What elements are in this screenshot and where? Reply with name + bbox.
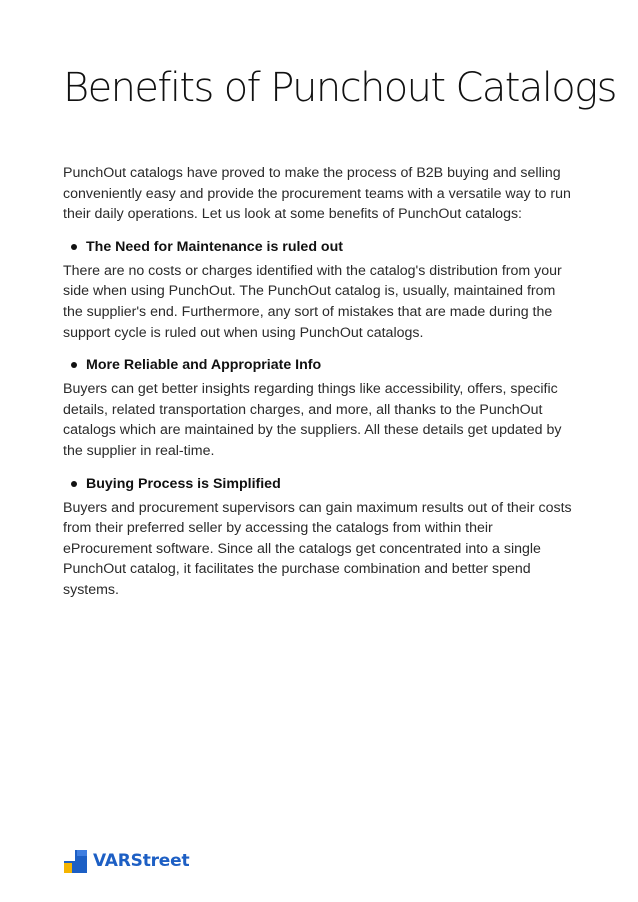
- benefit-body: Buyers can get better insights regarding things like accessibility, offers, specific details, related transportation charges, and more, all thanks to the PunchOut catalogs which are maintained by the suppliers. All these details get updated by the supplier in real-time.: [63, 381, 562, 459]
- document-body: [63, 163, 573, 612]
- benefit-heading: [63, 473, 573, 495]
- benefit-heading-text: Buying Process is Simplified: [86, 475, 281, 492]
- varstreet-logo-icon: [64, 850, 87, 873]
- benefit-heading: [63, 236, 573, 258]
- bullet-icon: [71, 481, 77, 487]
- benefit-heading: [63, 354, 573, 376]
- benefit-section: [63, 236, 573, 343]
- brand-name: VARStreet: [93, 851, 190, 871]
- benefit-body: There are no costs or charges identified with the catalog's distribution from your side when using PunchOut. The PunchOut catalog is, usually, maintained from the supplier's end. Furthermore, any sort of mistakes that are made during the support cycle is ruled out when using PunchOut catalogs.: [63, 262, 562, 341]
- page-title: Benefits of Punchout Catalogs: [63, 65, 616, 111]
- benefit-heading-text: More Reliable and Appropriate Info: [86, 357, 322, 374]
- benefit-body: Buyers and procurement supervisors can gain maximum results out of their costs from their preferred seller by accessing the catalogs from within their eProcurement software. Since all the catalogs get concentrated into a single PunchOut catalog, it facilitates the purchase combination and better spend systems.: [63, 499, 572, 598]
- bullet-icon: [71, 244, 77, 250]
- intro-paragraph: PunchOut catalogs have proved to make the process of B2B buying and selling conveniently easy and provide the procurement teams with a versatile way to run their daily operations. Let us look at some benefits of PunchOut catalogs:: [63, 165, 571, 223]
- benefit-section: [63, 354, 573, 461]
- brand-logo: [64, 849, 189, 873]
- benefit-heading-text: The Need for Maintenance is ruled out: [86, 238, 343, 255]
- benefit-section: [63, 473, 573, 601]
- bullet-icon: [71, 362, 77, 368]
